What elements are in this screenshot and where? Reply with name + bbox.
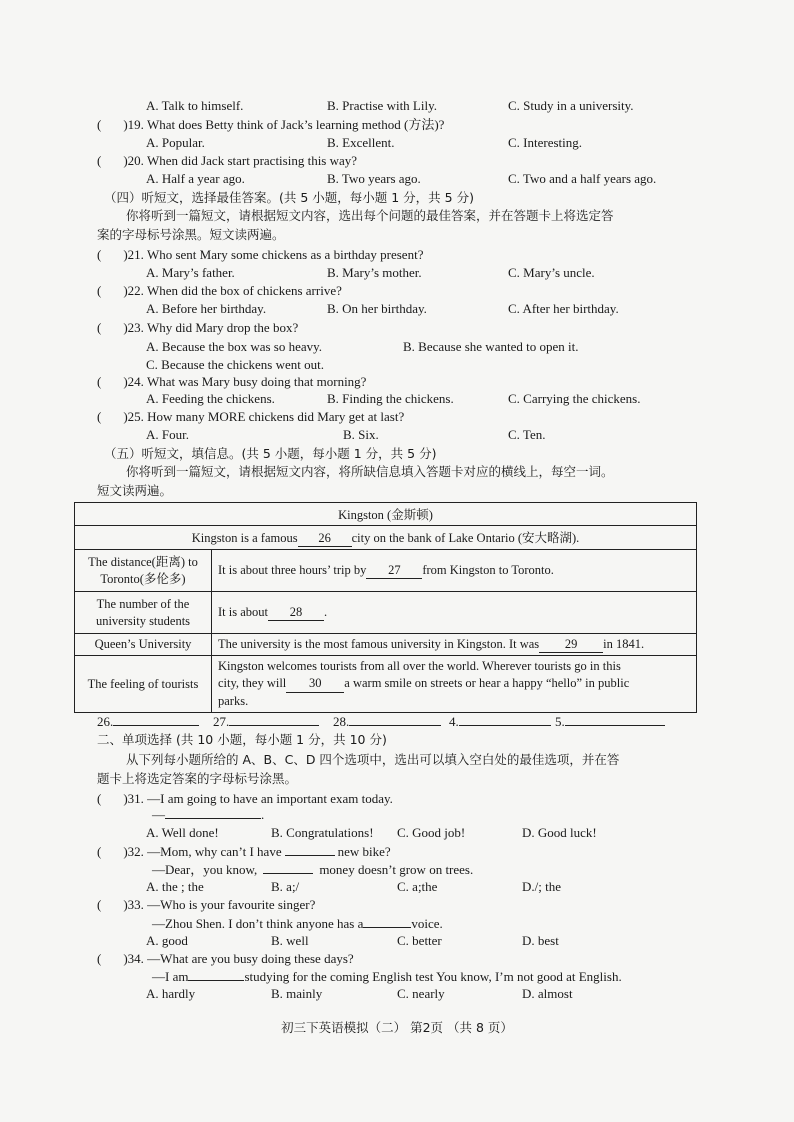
- q25-option-c: C. Ten.: [508, 427, 546, 442]
- section2-instruction-1: 从下列每小题所给的 A、B、C、D 四个选项中，选出可以填入空白处的最佳选项，并在答: [126, 752, 620, 767]
- q24-option-b: B. Finding the chickens.: [327, 391, 454, 406]
- q23-option-a: A. Because the box was so heavy.: [146, 339, 323, 354]
- table-row: [75, 634, 697, 656]
- q31-option-b: B. Congratulations!: [271, 825, 374, 840]
- q24-question: ( )24. What was Mary busy doing that morning?: [97, 374, 367, 389]
- answer-blank-4: 4.: [449, 712, 551, 730]
- section2-instruction-2: 题卡上将选定答案的字母标号涂黑。: [97, 771, 298, 786]
- q34-option-a: A. hardly: [146, 986, 196, 1001]
- q32-option-c: C. a;the: [397, 879, 438, 894]
- q34-question: ( )34. —What are you busy doing these days?: [97, 951, 354, 966]
- q21-question: ( )21. Who sent Mary some chickens as a birthday present?: [97, 247, 424, 262]
- q21-option-b: B. Mary’s mother.: [327, 265, 422, 280]
- q33-reply-line: —Zhou Shen. I don’t think anyone has a voice.: [152, 916, 443, 931]
- q22-option-c: C. After her birthday.: [508, 301, 619, 316]
- q18-option-c: C. Study in a university.: [508, 98, 634, 113]
- row-content-tourists: Kingston welcomes tourists from all over the world. Wherever tourists go in this city, they will 30 a warm smile on streets or hear a happy “hello” in public parks.: [212, 656, 697, 713]
- q25-option-a: A. Four.: [146, 427, 189, 442]
- q24-option-c: C. Carrying the chickens.: [508, 391, 641, 406]
- q32-option-a: A. the ; the: [146, 879, 204, 894]
- answer-blank-26: 26.: [97, 712, 199, 730]
- q21-option-a: A. Mary’s father.: [146, 265, 235, 280]
- q20-question: ( )20. When did Jack start practising this way?: [97, 153, 358, 168]
- q33-option-b: B. well: [271, 933, 309, 948]
- q20-option-b: B. Two years ago.: [327, 171, 421, 186]
- q20-option-a: A. Half a year ago.: [146, 171, 245, 186]
- answer-blank-27: 27.: [213, 712, 319, 730]
- q18-option-b: B. Practise with Lily.: [327, 98, 438, 113]
- q34-option-c: C. nearly: [397, 986, 445, 1001]
- q32-reply-line: —Dear，you know, money doesn’t grow on trees.: [152, 862, 474, 877]
- q25-option-b: B. Six.: [343, 427, 379, 442]
- q19-option-b: B. Excellent.: [327, 135, 395, 150]
- section4-instruction-2: 案的字母标号涂黑。短文读两遍。: [97, 227, 285, 242]
- section2-title: 二、单项选择 (共 10 小题，每小题 1 分，共 10 分): [97, 732, 387, 747]
- blank-26: 26: [298, 531, 352, 547]
- q22-question: ( )22. When did the box of chickens arrive?: [97, 283, 342, 298]
- q31-question: ( )31. —I am going to have an important exam today.: [97, 791, 393, 806]
- q34-option-d: D. almost: [522, 986, 573, 1001]
- q33-option-d: D. best: [522, 933, 559, 948]
- section5-instruction-2: 短文读两遍。: [97, 483, 173, 498]
- section4-instruction-1: 你将听到一篇短文，请根据短文内容，选出每个问题的最佳答案，并在答题卡上将选定答: [126, 208, 614, 223]
- q23-option-c: C. Because the chickens went out.: [146, 357, 324, 372]
- q32-option-d: D./; the: [522, 879, 561, 894]
- q22-option-b: B. On her birthday.: [327, 301, 427, 316]
- q32-question: ( )32. —Mom, why can’t I have new bike?: [97, 844, 391, 859]
- q23-option-b: B. Because she wanted to open it.: [403, 339, 579, 354]
- q25-question: ( )25. How many MORE chickens did Mary get at last?: [97, 409, 405, 424]
- q18-option-a: A. Talk to himself.: [146, 98, 244, 113]
- q20-option-c: C. Two and a half years ago.: [508, 171, 657, 186]
- q33-question: ( )33. —Who is your favourite singer?: [97, 897, 316, 912]
- table-intro-row: Kingston is a famous 26 city on the bank of Lake Ontario (安大略湖).: [75, 526, 697, 550]
- answer-blank-5: 5.: [555, 712, 665, 730]
- blank-29: 29: [539, 637, 603, 653]
- row-content-university: The university is the most famous university in Kingston. It was 29 in 1841.: [212, 634, 697, 656]
- blank-30: 30: [286, 675, 344, 693]
- q21-option-c: C. Mary’s uncle.: [508, 265, 595, 280]
- section5-instruction-1: 你将听到一篇短文，请根据短文内容，将所缺信息填入答题卡对应的横线上，每空一词。: [126, 464, 614, 479]
- table-row: [75, 550, 697, 592]
- q33-option-a: A. good: [146, 933, 188, 948]
- row-label-tourists: The feeling of tourists: [75, 656, 212, 713]
- q19-option-c: C. Interesting.: [508, 135, 583, 150]
- q23-question: ( )23. Why did Mary drop the box?: [97, 320, 299, 335]
- row-label-students: The number of the university students: [75, 592, 212, 634]
- q24-option-a: A. Feeding the chickens.: [146, 391, 275, 406]
- row-content-students: It is about 28 .: [212, 592, 697, 634]
- section5-title: （五）听短文，填信息。(共 5 小题，每小题 1 分，共 5 分): [104, 446, 437, 461]
- table-row: [75, 656, 697, 713]
- q32-option-b: B. a;/: [271, 879, 300, 894]
- kingston-info-table: [74, 502, 697, 713]
- q31-reply-line: — .: [152, 807, 265, 822]
- page-footer: 初三下英语模拟（二） 第2页 （共 8 页）: [281, 1020, 513, 1035]
- q34-option-b: B. mainly: [271, 986, 323, 1001]
- q31-option-a: A. Well done!: [146, 825, 219, 840]
- row-label-university: Queen’s University: [75, 634, 212, 656]
- blank-28: 28: [268, 605, 324, 621]
- blank-27: 27: [366, 563, 422, 579]
- table-header: Kingston (金斯顿): [75, 503, 697, 526]
- row-content-distance: It is about three hours’ trip by 27 from Kingston to Toronto.: [212, 550, 697, 592]
- q31-option-d: D. Good luck!: [522, 825, 597, 840]
- row-label-distance: The distance(距离) to Toronto(多伦多): [75, 550, 212, 592]
- q34-reply-line: —I am studying for the coming English test You know, I’m not good at English.: [152, 969, 622, 984]
- q19-option-a: A. Popular.: [146, 135, 205, 150]
- q19-question: ( )19. What does Betty think of Jack’s learning method (方法)?: [97, 117, 445, 132]
- section4-title: （四）听短文，选择最佳答案。(共 5 小题，每小题 1 分，共 5 分): [104, 190, 474, 205]
- table-row: [75, 592, 697, 634]
- q33-option-c: C. better: [397, 933, 442, 948]
- answer-blank-28: 28.: [333, 712, 441, 730]
- q22-option-a: A. Before her birthday.: [146, 301, 267, 316]
- q31-option-c: C. Good job!: [397, 825, 466, 840]
